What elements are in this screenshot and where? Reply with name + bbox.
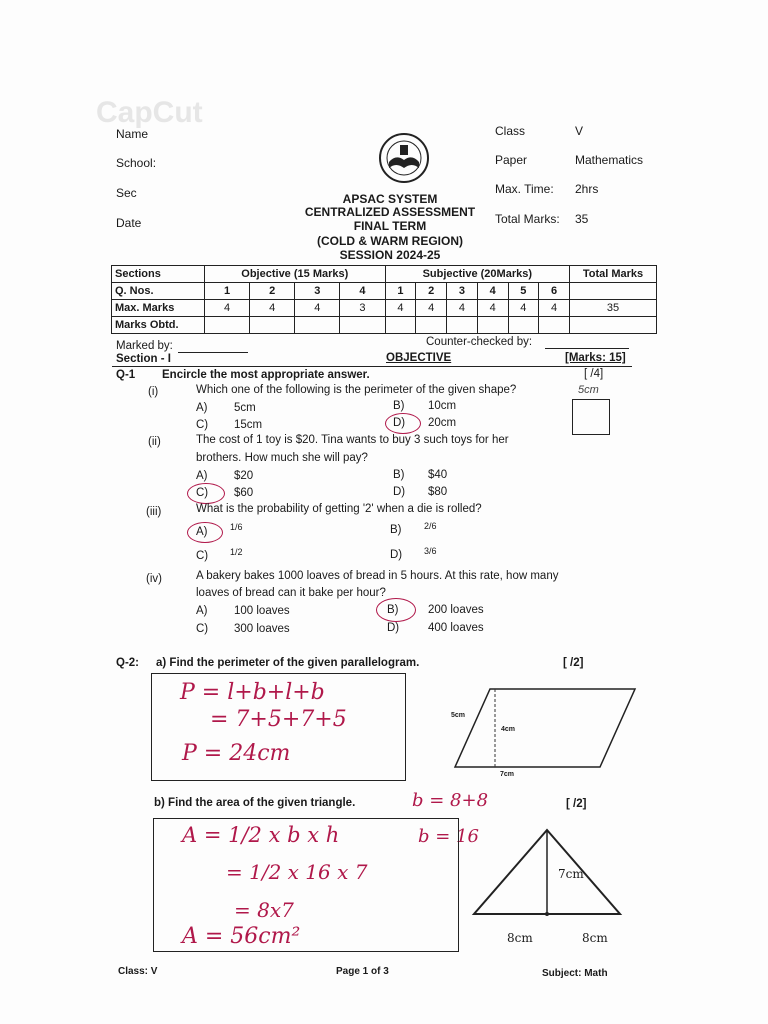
paper-value: Mathematics bbox=[575, 153, 644, 167]
paper-label: Paper bbox=[495, 153, 528, 167]
q1-i-a-label: A) bbox=[196, 402, 208, 414]
q1-iv-b: 200 loaves bbox=[428, 604, 484, 616]
q2b-answer-line-1: A = 1/2 x b x h bbox=[182, 823, 340, 847]
max-cell: 4 bbox=[385, 300, 416, 317]
parallelogram-side-label: 5cm bbox=[451, 712, 466, 719]
q2a-marks: [ /2] bbox=[563, 657, 584, 669]
qno-cell: 1 bbox=[205, 283, 250, 300]
q1-ii-a-label: A) bbox=[196, 470, 208, 482]
q1-ii-d: $80 bbox=[428, 486, 448, 498]
max-cell: 4 bbox=[250, 300, 295, 317]
max-cell: 3 bbox=[340, 300, 385, 317]
q2b-answer-line-2: = 1/2 x 16 x 7 bbox=[226, 860, 368, 884]
qno-cell: 6 bbox=[539, 283, 570, 300]
q2b-answer-line-4: A = 56cm² bbox=[182, 924, 301, 949]
total-value: 35 bbox=[575, 212, 589, 226]
q1-iii-number: (iii) bbox=[146, 506, 162, 518]
q1-i-c: 15cm bbox=[234, 419, 263, 431]
parallelogram-base-label: 7cm bbox=[500, 771, 515, 778]
marked-by-label: Marked by: bbox=[116, 340, 173, 352]
max-cell: 4 bbox=[295, 300, 340, 317]
parallelogram-figure bbox=[445, 685, 645, 785]
q2b-marks: [ /2] bbox=[566, 798, 587, 810]
q1-iii-a: 1/6 bbox=[230, 522, 243, 532]
total-label: Total Marks: bbox=[495, 212, 560, 226]
square-side-label: 5cm bbox=[578, 384, 599, 396]
q2a-title: a) Find the perimeter of the given parallelogram. bbox=[156, 657, 420, 669]
q1-ii-b: $40 bbox=[428, 469, 448, 481]
obtd-cell bbox=[385, 317, 416, 334]
q2b-note-1: b = 8+8 bbox=[412, 790, 489, 811]
q1-iv-b-label: B) bbox=[387, 604, 399, 616]
max-cell: 4 bbox=[205, 300, 250, 317]
qno-cell: 3 bbox=[295, 283, 340, 300]
row-max-label: Max. Marks bbox=[112, 300, 205, 317]
answer-circle bbox=[187, 522, 223, 543]
time-label: Max. Time: bbox=[495, 182, 554, 196]
triangle-height-label: 7cm bbox=[558, 867, 584, 881]
q1-iv-c-label: C) bbox=[196, 623, 209, 635]
q1-i-b-label: B) bbox=[393, 400, 405, 412]
answer-circle bbox=[376, 598, 416, 622]
q1-number: Q-1 bbox=[116, 369, 136, 381]
obtd-cell bbox=[340, 317, 385, 334]
marked-by-line bbox=[178, 352, 248, 353]
qno-total-cell bbox=[570, 283, 657, 300]
counter-checked-line bbox=[545, 348, 629, 349]
q1-i-d-label: D) bbox=[393, 417, 406, 429]
q1-i-number: (i) bbox=[148, 386, 159, 398]
q1-ii-c: $60 bbox=[234, 487, 254, 499]
marks-table bbox=[111, 265, 657, 334]
triangle-base-right-label: 8cm bbox=[582, 931, 608, 945]
th-total: Total Marks bbox=[570, 266, 657, 283]
q1-iv-number: (iv) bbox=[146, 573, 162, 585]
obtd-cell bbox=[295, 317, 340, 334]
q1-ii-a: $20 bbox=[234, 470, 254, 482]
school-label: School: bbox=[116, 156, 157, 170]
q1-ii-question-2: brothers. How much she will pay? bbox=[196, 452, 368, 464]
parallelogram-height-label: 4cm bbox=[501, 726, 516, 733]
qno-cell: 4 bbox=[477, 283, 508, 300]
obtd-cell bbox=[508, 317, 539, 334]
q1-i-c-label: C) bbox=[196, 419, 209, 431]
row-qnos-label: Q. Nos. bbox=[112, 283, 205, 300]
qno-cell: 4 bbox=[340, 283, 385, 300]
class-value: V bbox=[575, 124, 584, 138]
q1-iv-d-label: D) bbox=[387, 622, 400, 634]
q1-ii-question-1: The cost of 1 toy is $20. Tina wants to buy 3 such toys for her bbox=[196, 434, 509, 446]
th-sections: Sections bbox=[112, 266, 205, 283]
section-title: OBJECTIVE bbox=[386, 352, 452, 364]
max-cell: 4 bbox=[477, 300, 508, 317]
q1-iii-b: 2/6 bbox=[424, 521, 437, 531]
q1-iii-question: What is the probability of getting '2' when a die is rolled? bbox=[196, 503, 482, 515]
q1-i-b: 10cm bbox=[428, 400, 457, 412]
qno-cell: 5 bbox=[508, 283, 539, 300]
section-label: Section - I bbox=[116, 353, 171, 365]
qno-cell: 3 bbox=[447, 283, 478, 300]
capcut-watermark: CapCut bbox=[96, 96, 203, 129]
q1-iii-c: 1/2 bbox=[230, 547, 243, 557]
qno-cell: 2 bbox=[250, 283, 295, 300]
q2-number: Q-2: bbox=[116, 657, 139, 669]
q1-iv-question-2: loaves of bread can it bake per hour? bbox=[196, 587, 386, 599]
counter-checked-label: Counter-checked by: bbox=[426, 336, 533, 348]
q1-i-question: Which one of the following is the perimeter of the given shape? bbox=[196, 384, 517, 396]
q1-iii-d: 3/6 bbox=[424, 546, 437, 556]
q1-ii-d-label: D) bbox=[393, 486, 406, 498]
row-obtd-label: Marks Obtd. bbox=[112, 317, 205, 334]
title-line-1: APSAC SYSTEM bbox=[342, 192, 438, 206]
footer-page: Page 1 of 3 bbox=[336, 966, 389, 977]
max-cell: 4 bbox=[539, 300, 570, 317]
th-subjective: Subjective (20Marks) bbox=[385, 266, 569, 283]
title-line-3: FINAL TERM bbox=[353, 219, 427, 233]
triangle-figure bbox=[470, 826, 630, 921]
q1-iv-a: 100 loaves bbox=[234, 605, 290, 617]
qno-cell: 1 bbox=[385, 283, 416, 300]
answer-circle bbox=[385, 413, 421, 434]
obtd-cell bbox=[539, 317, 570, 334]
date-label: Date bbox=[116, 216, 142, 230]
time-value: 2hrs bbox=[575, 182, 599, 196]
q1-i-a: 5cm bbox=[234, 402, 256, 414]
square-shape bbox=[572, 399, 610, 435]
max-total-cell: 35 bbox=[570, 300, 657, 317]
footer-class: Class: V bbox=[118, 966, 158, 977]
q1-iii-a-label: A) bbox=[196, 526, 208, 538]
q1-i-d: 20cm bbox=[428, 417, 457, 429]
q1-ii-number: (ii) bbox=[148, 436, 161, 448]
q2b-note-2: b = 16 bbox=[418, 826, 479, 847]
q2a-answer-line-3: P = 24cm bbox=[182, 741, 291, 766]
obtd-cell bbox=[250, 317, 295, 334]
section-divider bbox=[112, 366, 632, 367]
q1-iii-c-label: C) bbox=[196, 550, 209, 562]
q2b-title: b) Find the area of the given triangle. bbox=[154, 797, 356, 809]
q1-ii-c-label: C) bbox=[196, 487, 209, 499]
q1-marks: [ /4] bbox=[584, 368, 604, 380]
section-marks: [Marks: 15] bbox=[565, 352, 626, 364]
q1-iv-a-label: A) bbox=[196, 605, 208, 617]
footer-subject: Subject: Math bbox=[542, 968, 608, 979]
q1-title: Encircle the most appropriate answer. bbox=[162, 369, 370, 381]
obtd-cell bbox=[447, 317, 478, 334]
title-line-2: CENTRALIZED ASSESSMENT bbox=[304, 205, 476, 219]
q1-ii-b-label: B) bbox=[393, 469, 405, 481]
max-cell: 4 bbox=[416, 300, 447, 317]
q1-iii-d-label: D) bbox=[390, 549, 403, 561]
th-objective: Objective (15 Marks) bbox=[205, 266, 386, 283]
name-label: Name bbox=[116, 127, 149, 141]
q1-iii-b-label: B) bbox=[390, 524, 402, 536]
q2a-answer-line-1: P = l+b+l+b bbox=[180, 680, 325, 705]
answer-circle bbox=[187, 483, 225, 504]
title-line-4: (COLD & WARM REGION) bbox=[317, 234, 463, 248]
max-cell: 4 bbox=[447, 300, 478, 317]
class-label: Class bbox=[495, 124, 526, 138]
q2b-answer-line-3: = 8x7 bbox=[234, 898, 294, 922]
obtd-cell bbox=[570, 317, 657, 334]
q1-iv-c: 300 loaves bbox=[234, 623, 290, 635]
q1-iv-question-1: A bakery bakes 1000 loaves of bread in 5 hours. At this rate, how many bbox=[196, 570, 559, 582]
title-line-5: SESSION 2024-25 bbox=[339, 248, 441, 262]
q2a-answer-line-2: = 7+5+7+5 bbox=[210, 707, 347, 732]
obtd-cell bbox=[205, 317, 250, 334]
qno-cell: 2 bbox=[416, 283, 447, 300]
triangle-base-left-label: 8cm bbox=[507, 931, 533, 945]
school-logo bbox=[378, 132, 430, 184]
sec-label: Sec bbox=[116, 186, 137, 200]
q1-iv-d: 400 loaves bbox=[428, 622, 484, 634]
max-cell: 4 bbox=[508, 300, 539, 317]
obtd-cell bbox=[416, 317, 447, 334]
obtd-cell bbox=[477, 317, 508, 334]
